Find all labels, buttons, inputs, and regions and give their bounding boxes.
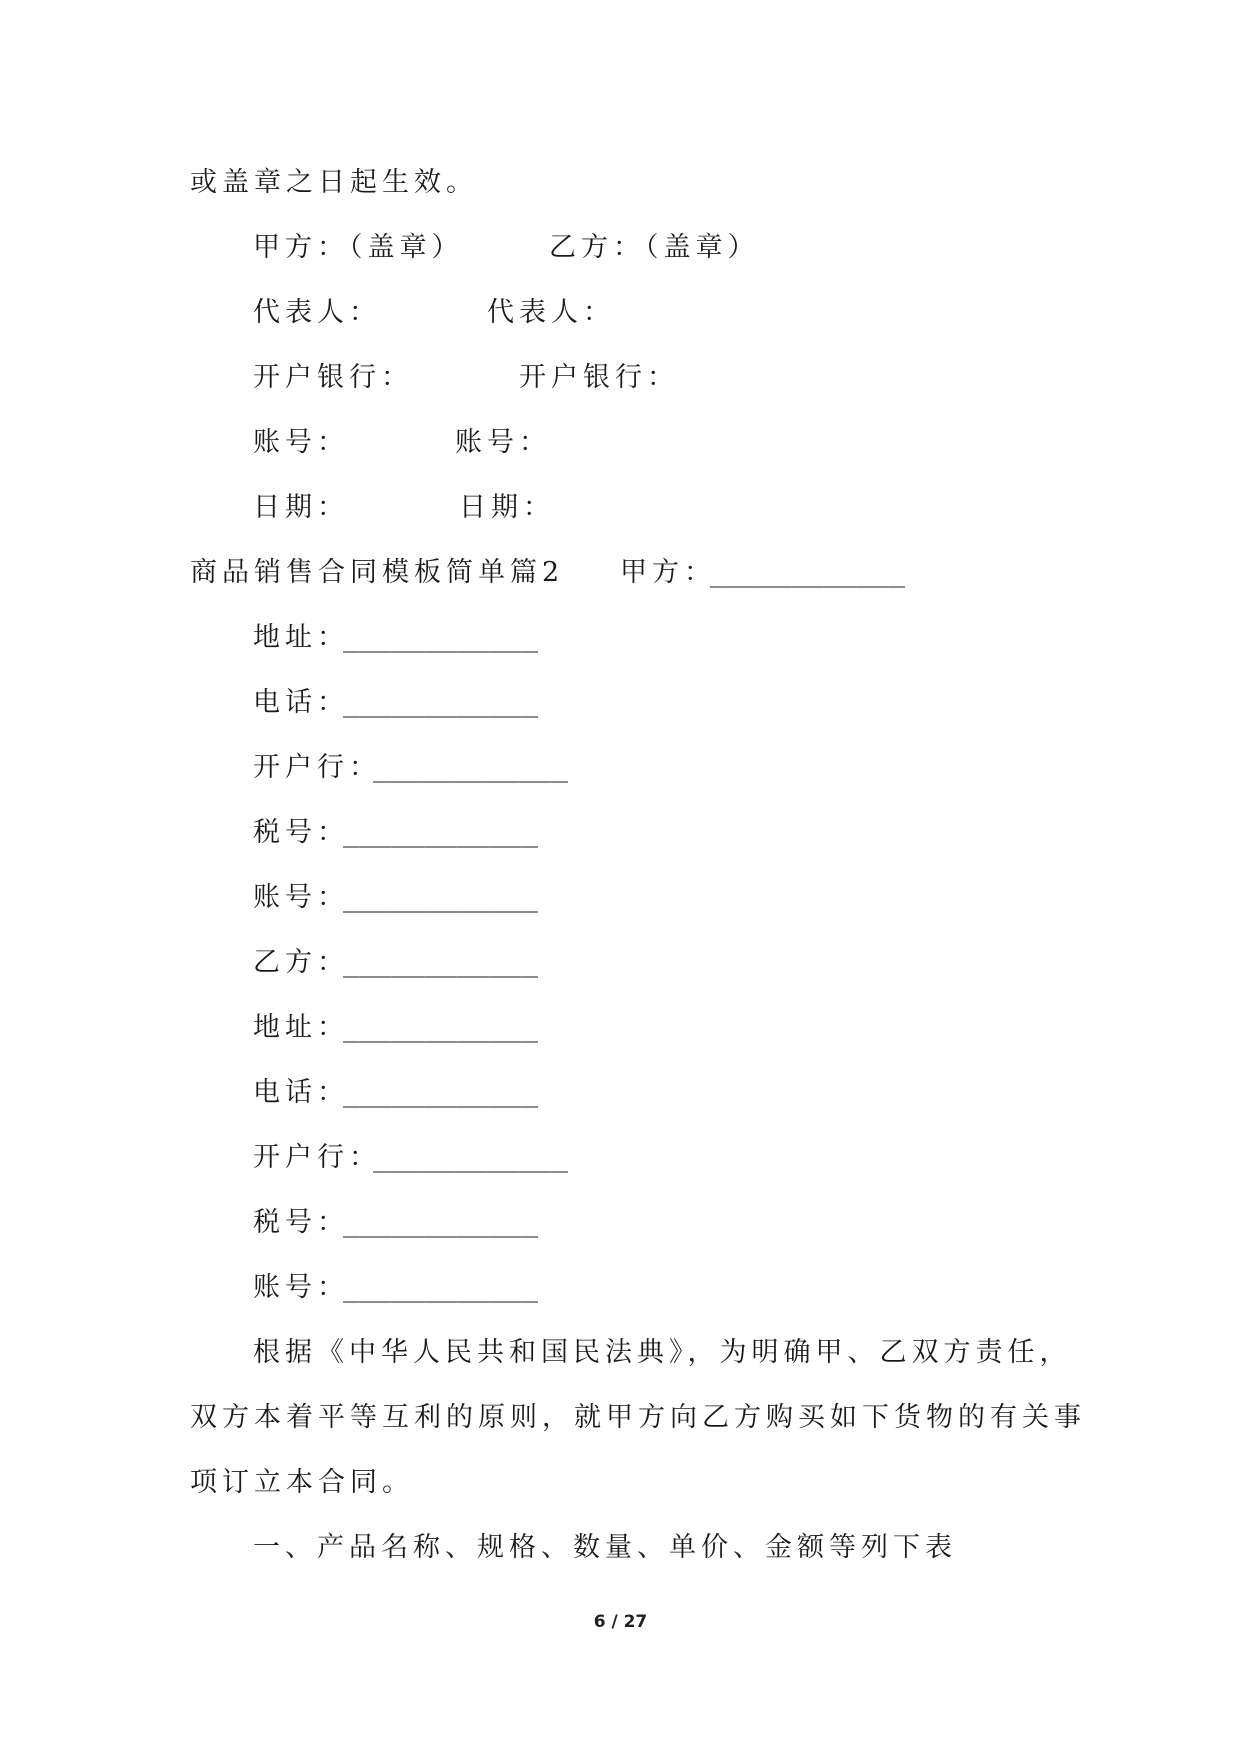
party-b-field-label: 开户行： [253,1142,381,1173]
party-b-field-label: 电话： [253,1077,349,1108]
party-a-field-row [253,880,573,916]
party-b-field-row [253,1075,573,1111]
party-a-field-blank: ____________ [373,752,569,783]
party-a-field-row [253,685,573,721]
intro-text-2: 双方本着平等互利的原则，就甲方向乙方购买如下货物的有关事 [190,1402,1086,1433]
party-a-seal: 甲方：（盖章） [253,232,464,263]
party-b-field-label: 税号： [253,1207,349,1238]
section2-title: 商品销售合同模板简单篇2 [190,557,565,588]
party-b-blank: ____________ [343,947,539,978]
party-b-field-label: 账号： [253,1272,349,1303]
party-a-field-row [253,750,573,786]
party-b-field-row [253,1270,573,1306]
party-a-field-row [253,815,573,851]
party-a-field-label: 开户行： [253,752,381,783]
rep-b-label: 代表人： [487,297,615,328]
date-b-label: 日期： [459,492,555,523]
party-b-seal: 乙方：（盖章） [549,232,760,263]
account-a-label: 账号： [253,427,349,458]
party-b-label: 乙方： [253,947,349,978]
signature-rep-row [253,295,653,331]
party-b-field-blank: ____________ [343,1272,539,1303]
party-a-field-blank: ____________ [343,622,539,653]
intro-text-3: 项订立本合同。 [190,1467,414,1498]
party-a-field-blank: ____________ [343,817,539,848]
party-a-field-label: 地址： [253,622,349,653]
party-b-field-blank: ____________ [343,1012,539,1043]
date-a-label: 日期： [253,492,349,523]
party-b-field-blank: ____________ [373,1142,569,1173]
clause-1-text: 一、产品名称、规格、数量、单价、金额等列下表 [253,1532,957,1563]
party-a-field-label: 账号： [253,882,349,913]
party-b-field-label: 地址： [253,1012,349,1043]
party-b-row [253,945,573,981]
section2-title-row [190,555,910,591]
party-a-field-label: 税号： [253,817,349,848]
signature-account-row [253,425,593,461]
rep-a-label: 代表人： [253,297,381,328]
party-b-field-row [253,1140,573,1176]
signature-bank-row [253,360,713,396]
intro-text-1: 根据《中华人民共和国民法典》，为明确甲、乙双方责任， [253,1337,1072,1368]
bank-a-label: 开户银行： [253,362,413,393]
signature-date-row [253,490,593,526]
party-a-field-blank: ____________ [343,882,539,913]
party-b-field-row [253,1010,573,1046]
signature-seal-row [253,230,813,266]
page-number: 6 / 27 [593,1612,648,1632]
party-b-field-row [253,1205,573,1241]
party-a-field-label: 电话： [253,687,349,718]
party-b-field-blank: ____________ [343,1077,539,1108]
continuation-text: 或盖章之日起生效。 [190,167,478,198]
account-b-label: 账号： [455,427,551,458]
party-a-field-blank: ____________ [343,687,539,718]
bank-b-label: 开户银行： [519,362,679,393]
party-a-blank: ____________ [710,557,906,588]
party-a-field-row [253,620,573,656]
party-a-label: 甲方： [620,557,716,588]
party-b-field-blank: ____________ [343,1207,539,1238]
